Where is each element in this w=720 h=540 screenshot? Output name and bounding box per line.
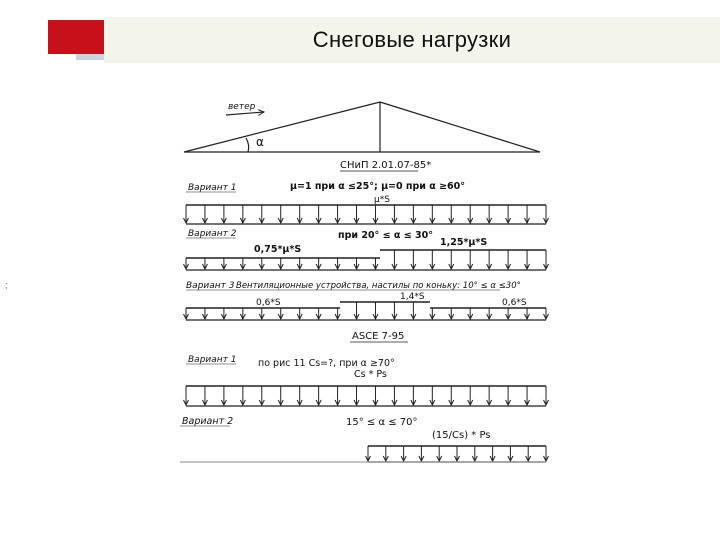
asce-heading: ASCE 7-95	[352, 331, 405, 342]
wind-label: ветер	[228, 102, 256, 112]
snip-variant3-label: Вариант 3	[186, 281, 235, 291]
snip-variant3-load-mid: 1,4*S	[400, 292, 425, 302]
angle-label: α	[256, 135, 264, 149]
snip-variant1-load-arrows	[184, 205, 549, 224]
snip-variant2-load-left: 0,75*μ*S	[254, 244, 302, 255]
snip-variant2-load-arrows	[184, 250, 549, 270]
snip-variant1-load: μ*S	[374, 195, 390, 205]
roof-right-slope	[380, 102, 540, 152]
asce-variant2-load: (15/Cs) * Ps	[432, 430, 491, 441]
roof-left-slope	[184, 102, 380, 152]
snip-heading: СНиП 2.01.07-85*	[340, 160, 432, 171]
asce-variant2-label: Вариант 2	[182, 416, 234, 427]
wind-arrow	[226, 112, 264, 115]
snip-variant1-condition: μ=1 при α ≤25°; μ=0 при α ≥60°	[290, 181, 466, 192]
snip-variant2-condition: при 20° ≤ α ≤ 30°	[338, 230, 433, 241]
snip-variant3-load-right: 0,6*S	[502, 298, 527, 308]
snip-variant1-label: Вариант 1	[188, 183, 237, 193]
snip-variant3-condition: Вентиляционные устройства, настилы по коньку: 10° ≤ α ≤30°	[236, 281, 521, 291]
snip-variant3-load-left: 0,6*S	[256, 298, 281, 308]
asce-variant1-load-arrows	[184, 386, 549, 406]
angle-arc	[246, 138, 249, 152]
snip-variant2-load-right: 1,25*μ*S	[440, 237, 488, 248]
asce-variant2-load-arrows	[366, 446, 549, 462]
asce-variant1-label: Вариант 1	[188, 355, 237, 365]
snip-variant3-load-arrows	[184, 302, 549, 320]
snip-variant2-label: Вариант 2	[188, 229, 237, 239]
slide-title: Снеговые нагрузки	[312, 27, 512, 52]
asce-variant1-condition: по рис 11 Cs=?, при α ≥70°	[258, 358, 395, 369]
asce-variant1-load: Cs * Ps	[354, 369, 387, 380]
side-mark: ;	[5, 280, 8, 290]
asce-variant2-condition: 15° ≤ α ≤ 70°	[346, 417, 418, 428]
